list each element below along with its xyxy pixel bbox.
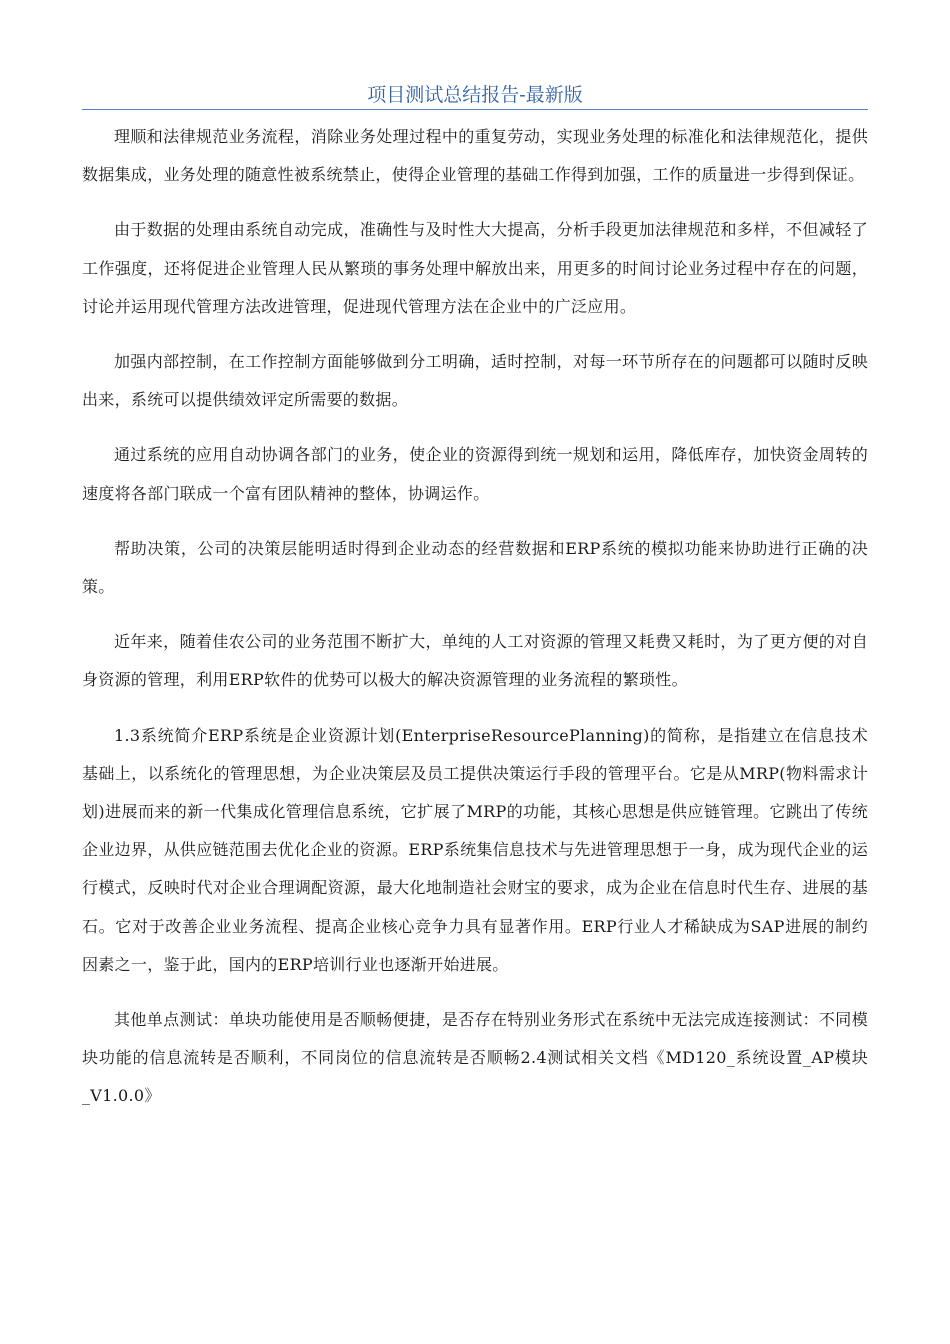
page-header-title: 项目测试总结报告-最新版: [367, 84, 583, 106]
paragraph-7: 1.3系统简介ERP系统是企业资源计划(EnterpriseResourcePlanning)的简称，是指建立在信息技术基础上，以系统化的管理思想，为企业决策层及员工提供决策运行手段的管理平台。它是从MRP(物料需求计划)进展而来的新一代集成化管理信息系统，它扩展了MRP的功能，其核心思想是供应链管理。它跳出了传统企业边界，从供应链范围去优化企业的资源。ERP系统集信息技术与先进管理思想于一身，成为现代企业的运行模式，反映时代对企业合理调配资源，最大化地制造社会财宝的要求，成为企业在信息时代生存、进展的基石。它对于改善企业业务流程、提高企业核心竞争力具有显著作用。ERP行业人才稀缺成为SAP进展的制约因素之一，鉴于此，国内的ERP培训行业也逐渐开始进展。: [82, 725, 869, 974]
paragraph-6: 近年来，随着佳农公司的业务范围不断扩大，单纯的人工对资源的管理又耗费又耗时，为了更方便的对自身资源的管理，利用ERP软件的优势可以极大的解决资源管理的业务流程的繁琐性。: [82, 632, 868, 690]
paragraph-2: 由于数据的处理由系统自动完成，准确性与及时性大大提高，分析手段更加法律规范和多样，不但减轻了工作强度，还将促进企业管理人民从繁琐的事务处理中解放出来，用更多的时间讨论业务过程中存在的问题，讨论并运用现代管理方法改进管理，促进现代管理方法在企业中的广泛应用。: [82, 220, 868, 316]
header-divider: [82, 109, 868, 110]
paragraph-5: 帮助决策，公司的决策层能明适时得到企业动态的经营数据和ERP系统的模拟功能来协助进行正确的决策。: [82, 538, 868, 597]
paragraph-8: 其他单点测试：单块功能使用是否顺畅便捷，是否存在特别业务形式在系统中无法完成连接测试：不同模块功能的信息流转是否顺利，不同岗位的信息流转是否顺畅2.4测试相关文档《MD120_系统设置_AP模块_V1.0.0》: [82, 1010, 868, 1106]
paragraph-4: 通过系统的应用自动协调各部门的业务，使企业的资源得到统一规划和运用，降低库存，加快资金周转的速度将各部门联成一个富有团队精神的整体，协调运作。: [82, 445, 868, 503]
document-body: [82, 118, 868, 1133]
paragraph-3: 加强内部控制，在工作控制方面能够做到分工明确，适时控制，对每一环节所存在的问题都可以随时反映出来，系统可以提供绩效评定所需要的数据。: [82, 352, 868, 410]
paragraph-1: 理顺和法律规范业务流程，消除业务处理过程中的重复劳动，实现业务处理的标准化和法律规范化，提供数据集成，业务处理的随意性被系统禁止，使得企业管理的基础工作得到加强，工作的质量进一步得到保证。: [82, 127, 868, 185]
